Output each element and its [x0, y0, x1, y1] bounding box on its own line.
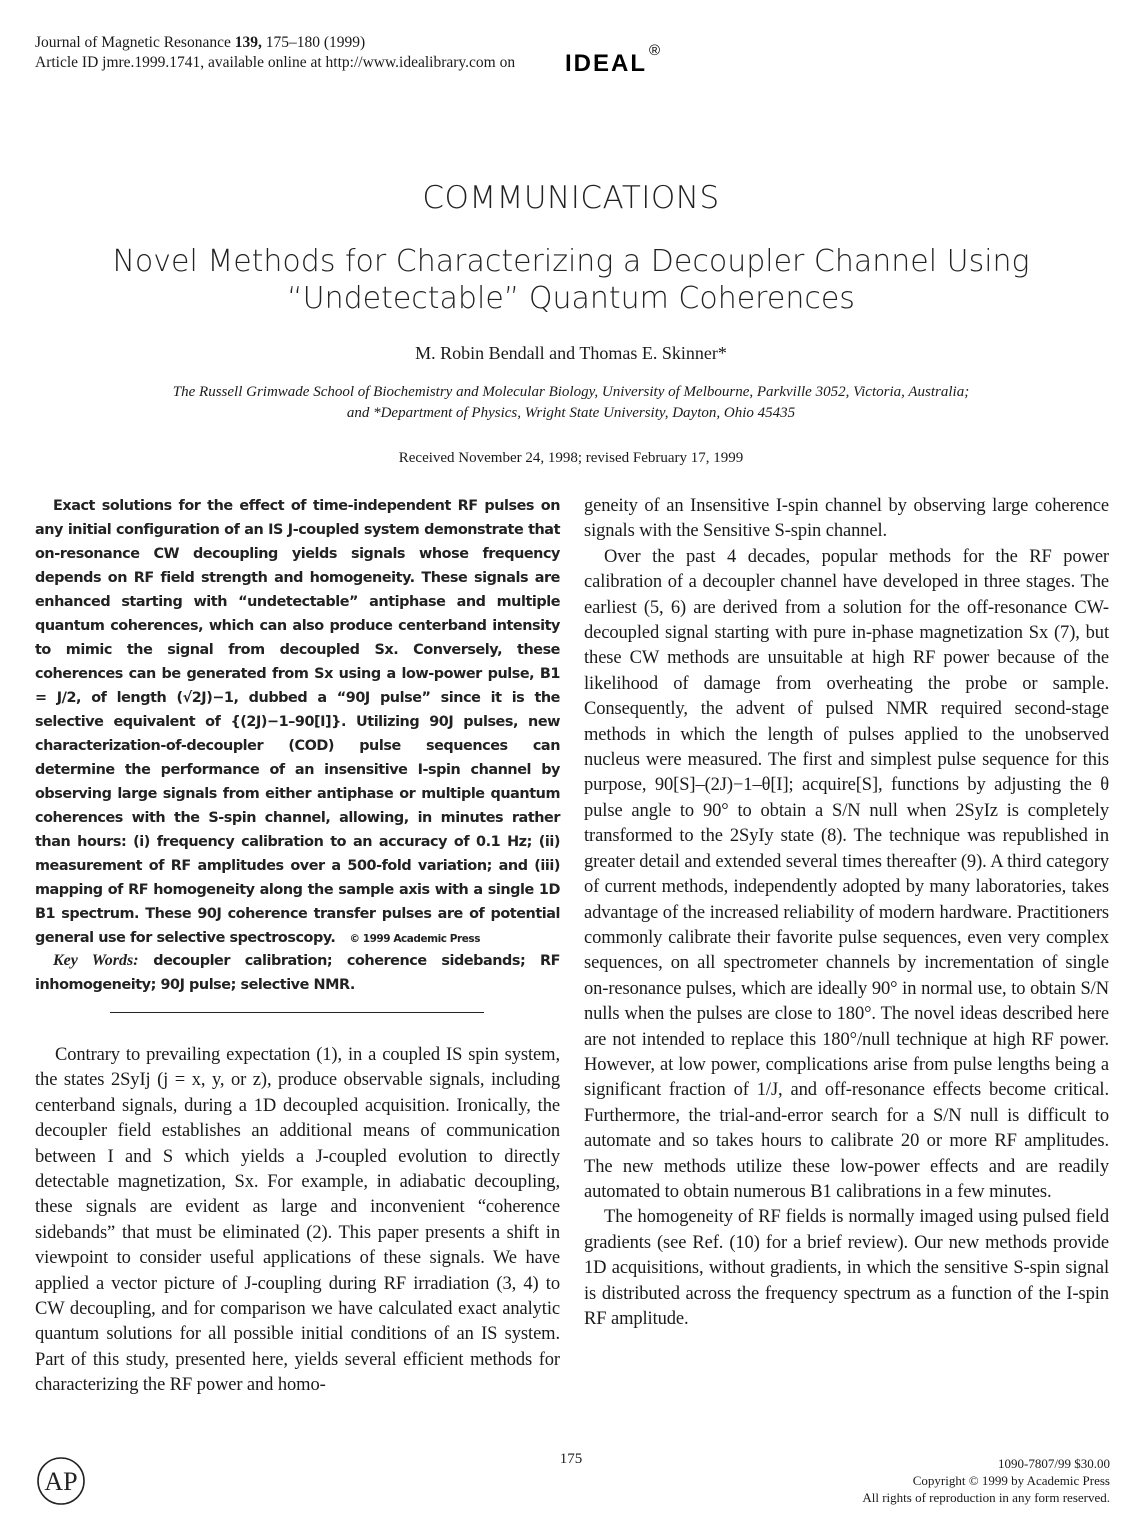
- abstract-copyright: © 1999 Academic Press: [349, 933, 481, 945]
- affiliation-line-1: The Russell Grimwade School of Biochemistry and Molecular Biology, University of Melbourne, Parkville 3052, Victoria, Australia;: [172, 384, 970, 400]
- section-title: COMMUNICATIONS: [422, 180, 720, 216]
- ideal-logo-text: IDEAL: [565, 50, 647, 77]
- footer-copyright: Copyright © 1999 by Academic Press: [912, 1473, 1110, 1488]
- body-paragraph: The homogeneity of RF fields is normally imaged using pulsed field gradients (see Ref. (10) for a brief review). Our new methods provide 1D acquisitions, without gradients, in which the sensitive S-spin signal is distributed across the frequency spectrum as a function of the I-spin RF amplitude.: [584, 1207, 1109, 1329]
- ideal-logo: [565, 41, 663, 84]
- affiliation-line-2: and *Department of Physics, Wright State University, Dayton, Ohio 45435: [346, 405, 796, 421]
- journal-name: Journal of Magnetic Resonance: [35, 34, 231, 51]
- journal-volume: 139,: [234, 34, 262, 51]
- ap-logo-text: AP: [44, 1467, 78, 1496]
- footer-copyright-block: [862, 1455, 1110, 1506]
- body-paragraph: Over the past 4 decades, popular methods for the RF power calibration of a decoupler channel have developed in three stages. The earliest (5, 6) are derived from a solution for the off-resonance CW-decoupled signal starting with pure in-phase magnetization Sx (7), but these CW methods are unsuitable at high RF power because of the likelihood of damage from overheating the probe or sample. Consequently, the advent of pulsed NMR required second-stage methods in which the length of pulses applied to the unobserved nucleus were measured. The first and simplest pulse sequence for this purpose, 90[S]–(2J)−1–θ[I]; acquire[S], functions by adjusting the θ pulse angle to 90° to obtain a S/N null when 2SyIz is completely transformed to the 2SyIy state (8). The technique was republished in greater detail and extended several times thereafter (9). A third category of current methods, independently adopted by many laboratories, takes advantage of the increased reliability of modern hardware. Practitioners commonly calibrate their favorite pulse sequences, even very complex sequences, on all spectrometer channels by incrementation of single on-resonance pulses, which are ideally 90° in normal use, to obtain S/N nulls when the pulses are close to 180°. The novel ideas described here are not intended to replace this 180°/null technique at high RF power. However, at low power, complications arise from pulse lengths being a significant fraction of 1/J, and off-resonance effects become critical. Furthermore, the trial-and-error search for a S/N null is difficult to automate and so takes hours to calibrate 20 or more RF amplitudes. The new methods utilize these low-power effects and are readily automated to obtain numerous B1 calibrations in a few minutes.: [584, 546, 1109, 1202]
- affiliation: [60, 382, 1082, 424]
- journal-citation: [35, 33, 365, 53]
- keywords-label: Key Words:: [53, 952, 139, 969]
- keywords: [35, 949, 560, 997]
- journal-pages: 175–180 (1999): [265, 34, 366, 51]
- abstract: [35, 494, 560, 951]
- abstract-text: Exact solutions for the effect of time-independent RF pulses on any initial configuration of an IS J-coupled system demonstrate that on-resonance CW decoupling yields signals whose frequency depends on RF field strength and homogeneity. These signals are enhanced starting with “undetectable” antiphase and multiple quantum coherences, which can also produce centerband intensity to mimic the signal from decoupled Sx. Conversely, these coherences can be generated from Sx using a low-power pulse, B1 = J/2, of length (√2J)−1, dubbed a “90J pulse” since it is the selective equivalent of {(2J)−1–90[I]}. Utilizing 90J pulses, new characterization-of-decoupler (COD) pulse sequences can determine the performance of an insensitive I-spin channel by observing large signals from either antiphase or multiple quantum coherences with the S-spin channel, allowing, in minutes rather than hours: (i) frequency calibration to an accuracy of 0.1 Hz; (ii) measurement of RF amplitudes over a 500-fold variation; and (iii) mapping of RF homogeneity along the sample axis with a single 1D B1 spectrum. These 90J coherence transfer pulses are of potential general use for selective spectroscopy.: [35, 498, 560, 946]
- body-right-column: [584, 494, 1109, 1332]
- received-dates: Received November 24, 1998; revised February 17, 1999: [398, 450, 744, 466]
- paper-title-line-2: “Undetectable” Quantum Coherences: [287, 281, 855, 316]
- body-paragraph: Contrary to prevailing expectation (1), in a coupled IS spin system, the states 2SyIj (j = x, y, or z), produce observable signals, including centerband signals, during a 1D decoupled acquisition. Ironically, the decoupler field establishes an additional means of communication between I and S which yields a J-coupled evolution to directly detectable magnetization, Sx. For example, in adiabatic decoupling, these signals are evident as large and inconvenient “coherence sidebands” that must be eliminated (2). This paper presents a shift in viewpoint to consider useful applications of these signals. We have applied a vector picture of J-coupling during RF irradiation (3, 4) to CW decoupling, and for comparison we have calculated exact analytic quantum solutions for all possible initial conditions of an IS system. Part of this study, presented here, yields several efficient methods for characterizing the RF power and homo-: [35, 1045, 560, 1396]
- abstract-divider: [110, 1012, 484, 1013]
- keywords-text: decoupler calibration; coherence sidebands; RF inhomogeneity; 90J pulse; selective NMR.: [35, 953, 561, 993]
- authors: M. Robin Bendall and Thomas E. Skinner*: [415, 343, 727, 363]
- body-paragraph: geneity of an Insensitive I-spin channel by observing large coherence signals with the Sensitive S-spin channel.: [584, 496, 1109, 542]
- article-id-line: Article ID jmre.1999.1741, available online at http://www.idealibrary.com on: [35, 54, 516, 71]
- paper-title-line-1: Novel Methods for Characterizing a Decoupler Channel Using: [112, 244, 1030, 279]
- paper-title: [60, 243, 1082, 317]
- page-number: 175: [559, 1451, 583, 1467]
- footer-rights: All rights of reproduction in any form reserved.: [862, 1490, 1110, 1505]
- footer-code: 1090-7807/99 $30.00: [998, 1456, 1110, 1471]
- body-left-column: [35, 1043, 560, 1399]
- registered-mark: ®: [649, 41, 663, 59]
